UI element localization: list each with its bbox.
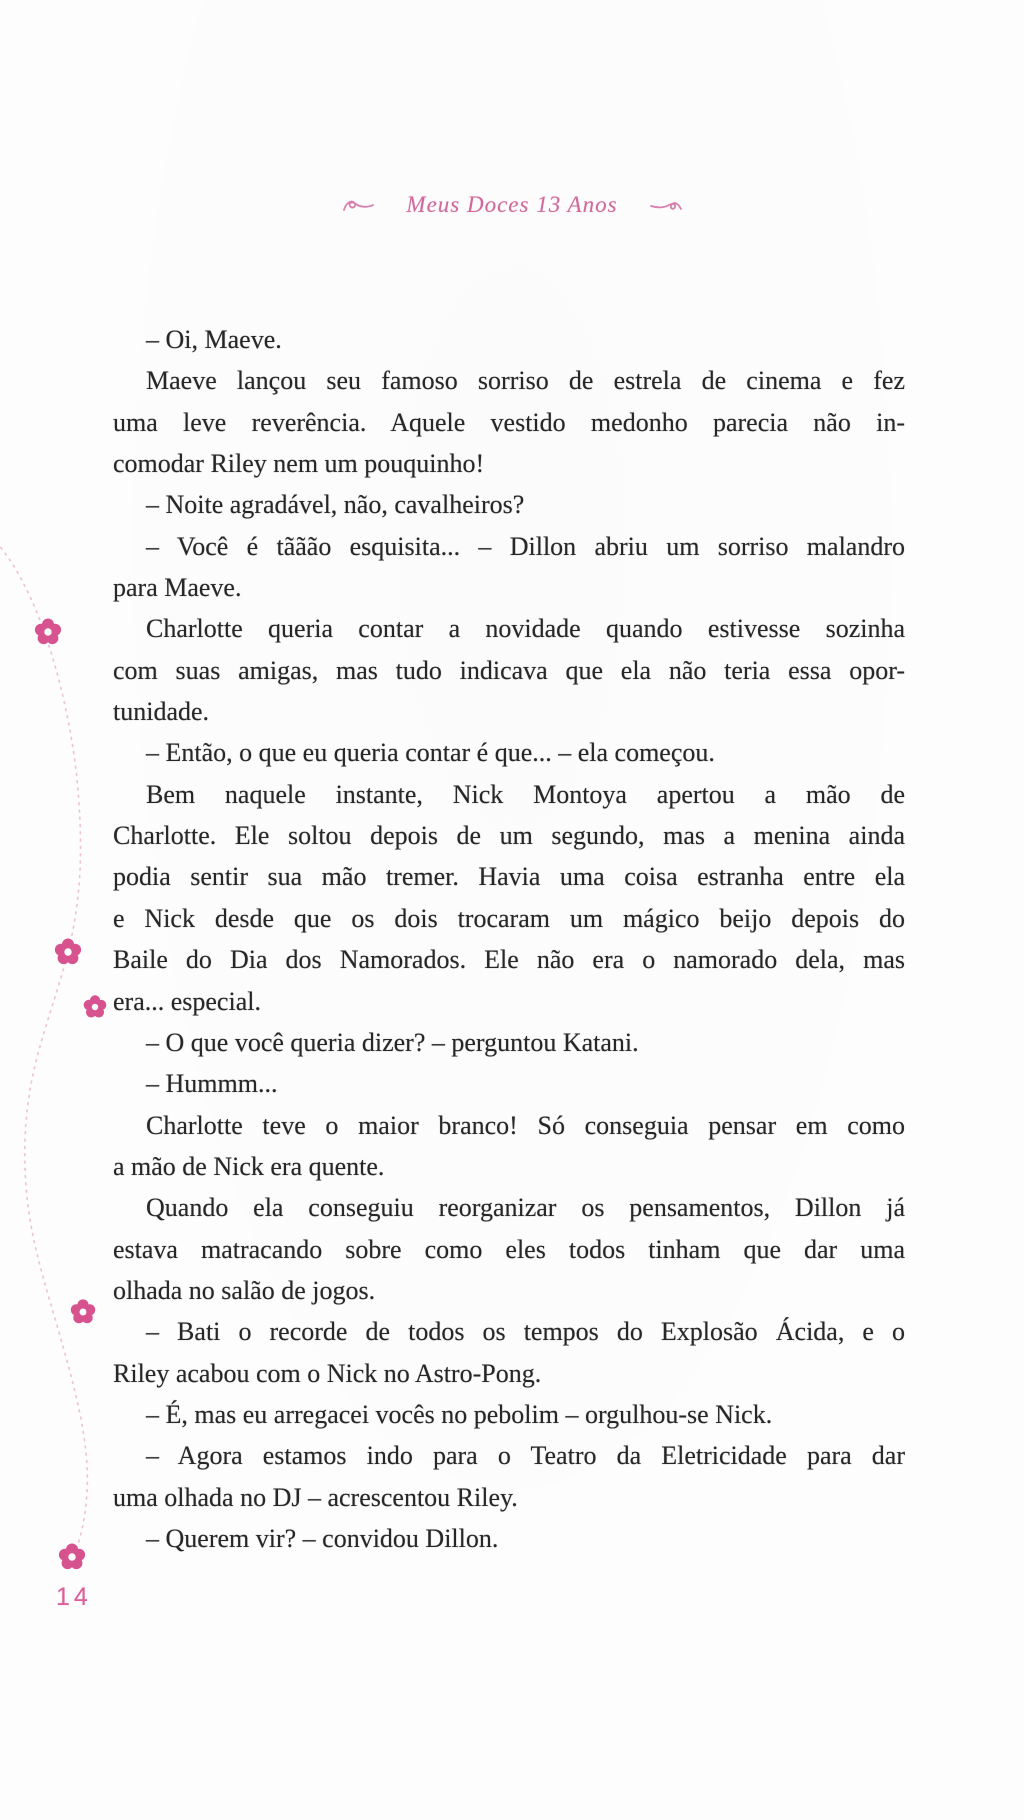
text-line: uma leve reverência. Aquele vestido medonho parecia não in- — [113, 407, 905, 437]
text-line: podia sentir sua mão tremer. Havia uma coisa estranha entre ela — [113, 862, 905, 892]
flower-icon — [82, 994, 108, 1020]
text-line: Charlotte teve o maior branco! Só conseguia pensar em como — [146, 1110, 905, 1140]
text-line: e Nick desde que os dois trocaram um mágico beijo depois do — [113, 903, 905, 933]
header-flourish-left-icon — [340, 195, 376, 215]
body-text — [113, 319, 905, 1559]
text-line: – É, mas eu arregacei vocês no pebolim – orgulhou-se Nick. — [146, 1399, 773, 1429]
text-line: – Noite agradável, não, cavalheiros? — [146, 490, 525, 520]
text-line: Charlotte. Ele soltou depois de um segundo, mas a menina ainda — [113, 821, 905, 851]
book-title: Meus Doces 13 Anos — [406, 192, 618, 217]
text-line: Charlotte queria contar a novidade quando estivesse sozinha — [146, 614, 905, 644]
text-line: – Hummm... — [146, 1069, 278, 1099]
flower-icon — [53, 937, 83, 967]
flower-icon — [57, 1542, 87, 1572]
text-line: Baile do Dia dos Namorados. Ele não era o namorado dela, mas — [113, 945, 905, 975]
text-line: Quando ela conseguiu reorganizar os pensamentos, Dillon já — [146, 1193, 905, 1223]
text-line: estava matracando sobre como eles todos tinham que dar uma — [113, 1234, 905, 1264]
text-line: – O que você queria dizer? – perguntou Katani. — [146, 1027, 639, 1057]
text-line: era... especial. — [113, 986, 261, 1016]
text-line: tunidade. — [113, 697, 210, 727]
page-number: 14 — [56, 1583, 92, 1611]
dotted-curve-decoration — [0, 500, 120, 1620]
text-line: – Oi, Maeve. — [146, 325, 282, 354]
text-line: comodar Riley nem um pouquinho! — [113, 449, 485, 479]
text-line: Maeve lançou seu famoso sorriso de estrela de cinema e fez — [146, 366, 905, 396]
text-line: para Maeve. — [113, 573, 242, 603]
text-line: com suas amigas, mas tudo indicava que ela não teria essa opor- — [113, 655, 905, 685]
flower-icon — [69, 1298, 97, 1326]
text-line: – Querem vir? – convidou Dillon. — [146, 1523, 499, 1553]
chapter-header — [0, 192, 1024, 218]
text-line: – Você é tããão esquisita... – Dillon abriu um sorriso malandro — [146, 531, 905, 561]
text-line: – Então, o que eu queria contar é que... – ela começou. — [146, 738, 715, 768]
header-flourish-right-icon — [648, 195, 684, 215]
text-line: Bem naquele instante, Nick Montoya apertou a mão de — [146, 779, 905, 809]
text-line: uma olhada no DJ – acrescentou Riley. — [113, 1482, 518, 1512]
text-line: olhada no salão de jogos. — [113, 1275, 376, 1305]
text-line: Riley acabou com o Nick no Astro-Pong. — [113, 1358, 542, 1388]
flower-icon — [33, 617, 63, 647]
text-line: – Agora estamos indo para o Teatro da Eletricidade para dar — [146, 1441, 905, 1471]
text-line: – Bati o recorde de todos os tempos do Explosão Ácida, e o — [146, 1317, 905, 1347]
text-line: a mão de Nick era quente. — [113, 1151, 385, 1181]
